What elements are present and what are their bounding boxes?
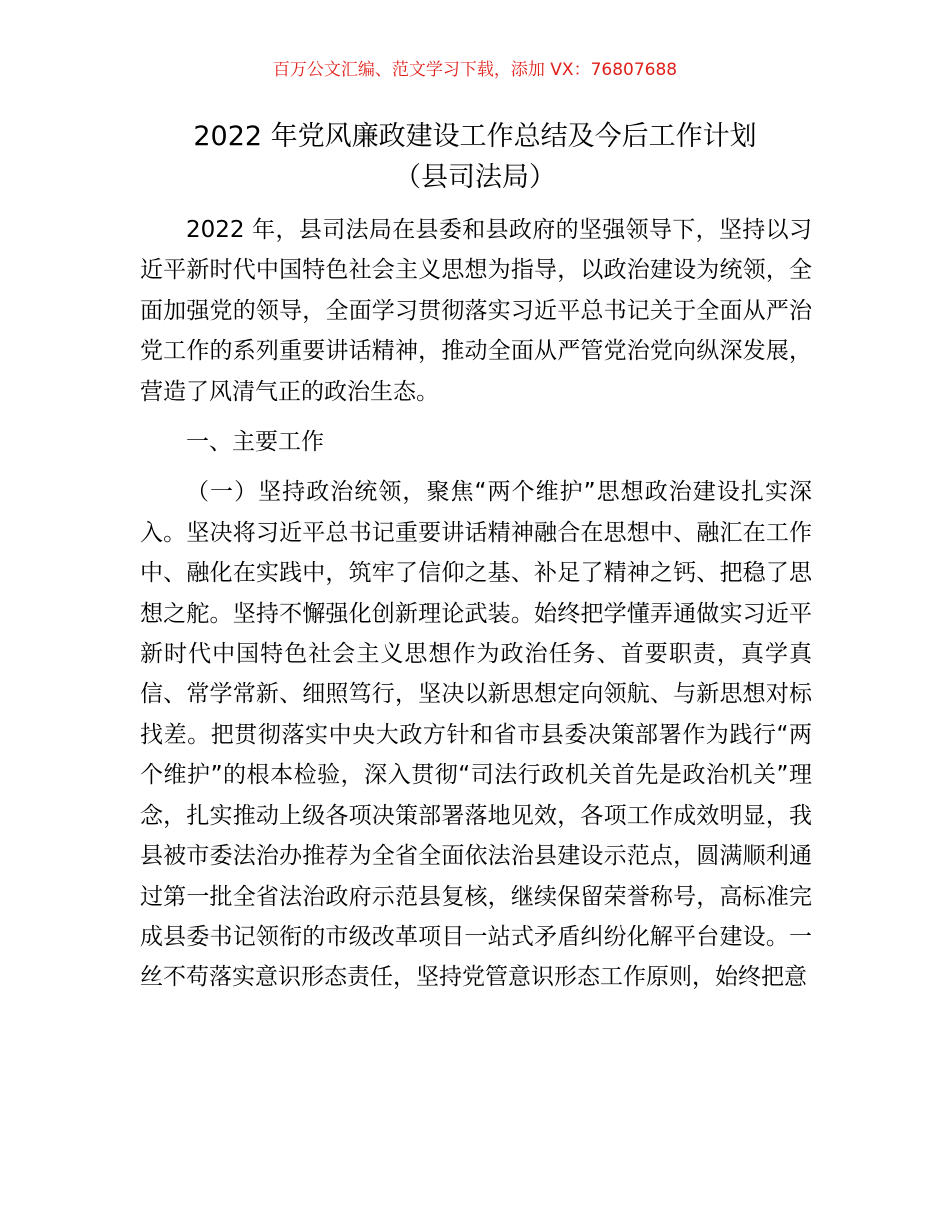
document-body [140, 210, 812, 998]
document-title: 2022 年党风廉政建设工作总结及今后工作计划 [193, 121, 757, 152]
watermark-banner: 百万公文汇编、范文学习下载，添加 VX：76807688 [272, 60, 678, 80]
document-subtitle: （县司法局） [394, 162, 556, 193]
intro-paragraph: 2022 年，县司法局在县委和县政府的坚强领导下，坚持以习近平新时代中国特色社会主义思想为指导，以政治建设为统领，全面加强党的领导，全面学习贯彻落实习近平总书记关于全面从严治党工作的系列重要讲话精神，推动全面从严管党治党向纵深发展，营造了风清气正的政治生态。 [140, 217, 812, 405]
section-paragraph: （一）坚持政治统领，聚焦“两个维护”思想政治建设扎实深入。坚决将习近平总书记重要讲话精神融合在思想中、融汇在工作中、融化在实践中，筑牢了信仰之基、补足了精神之钙、把稳了思想之舵。坚持不懈强化创新理论武装。始终把学懂弄通做实习近平新时代中国特色社会主义思想作为政治任务、首要职责，真学真信、常学常新、细照笃行，坚决以新思想定向领航、与新思想对标找差。把贯彻落实中央大政方针和省市县委决策部署作为践行“两个维护”的根本检验，深入贯彻“司法行政机关首先是政治机关”理念，扎实推动上级各项决策部署落地见效，各项工作成效明显，我县被市委法治办推荐为全省全面依法治县建设示范点，圆满顺利通过第一批全省法治政府示范县复核，继续保留荣誉称号，高标准完成县委书记领衔的市级改革项目一站式矛盾纠纷化解平台建设。一丝不苟落实意识形态责任，坚持党管意识形态工作原则，始终把意 [140, 479, 812, 991]
section-heading: 一、主要工作 [186, 429, 324, 456]
